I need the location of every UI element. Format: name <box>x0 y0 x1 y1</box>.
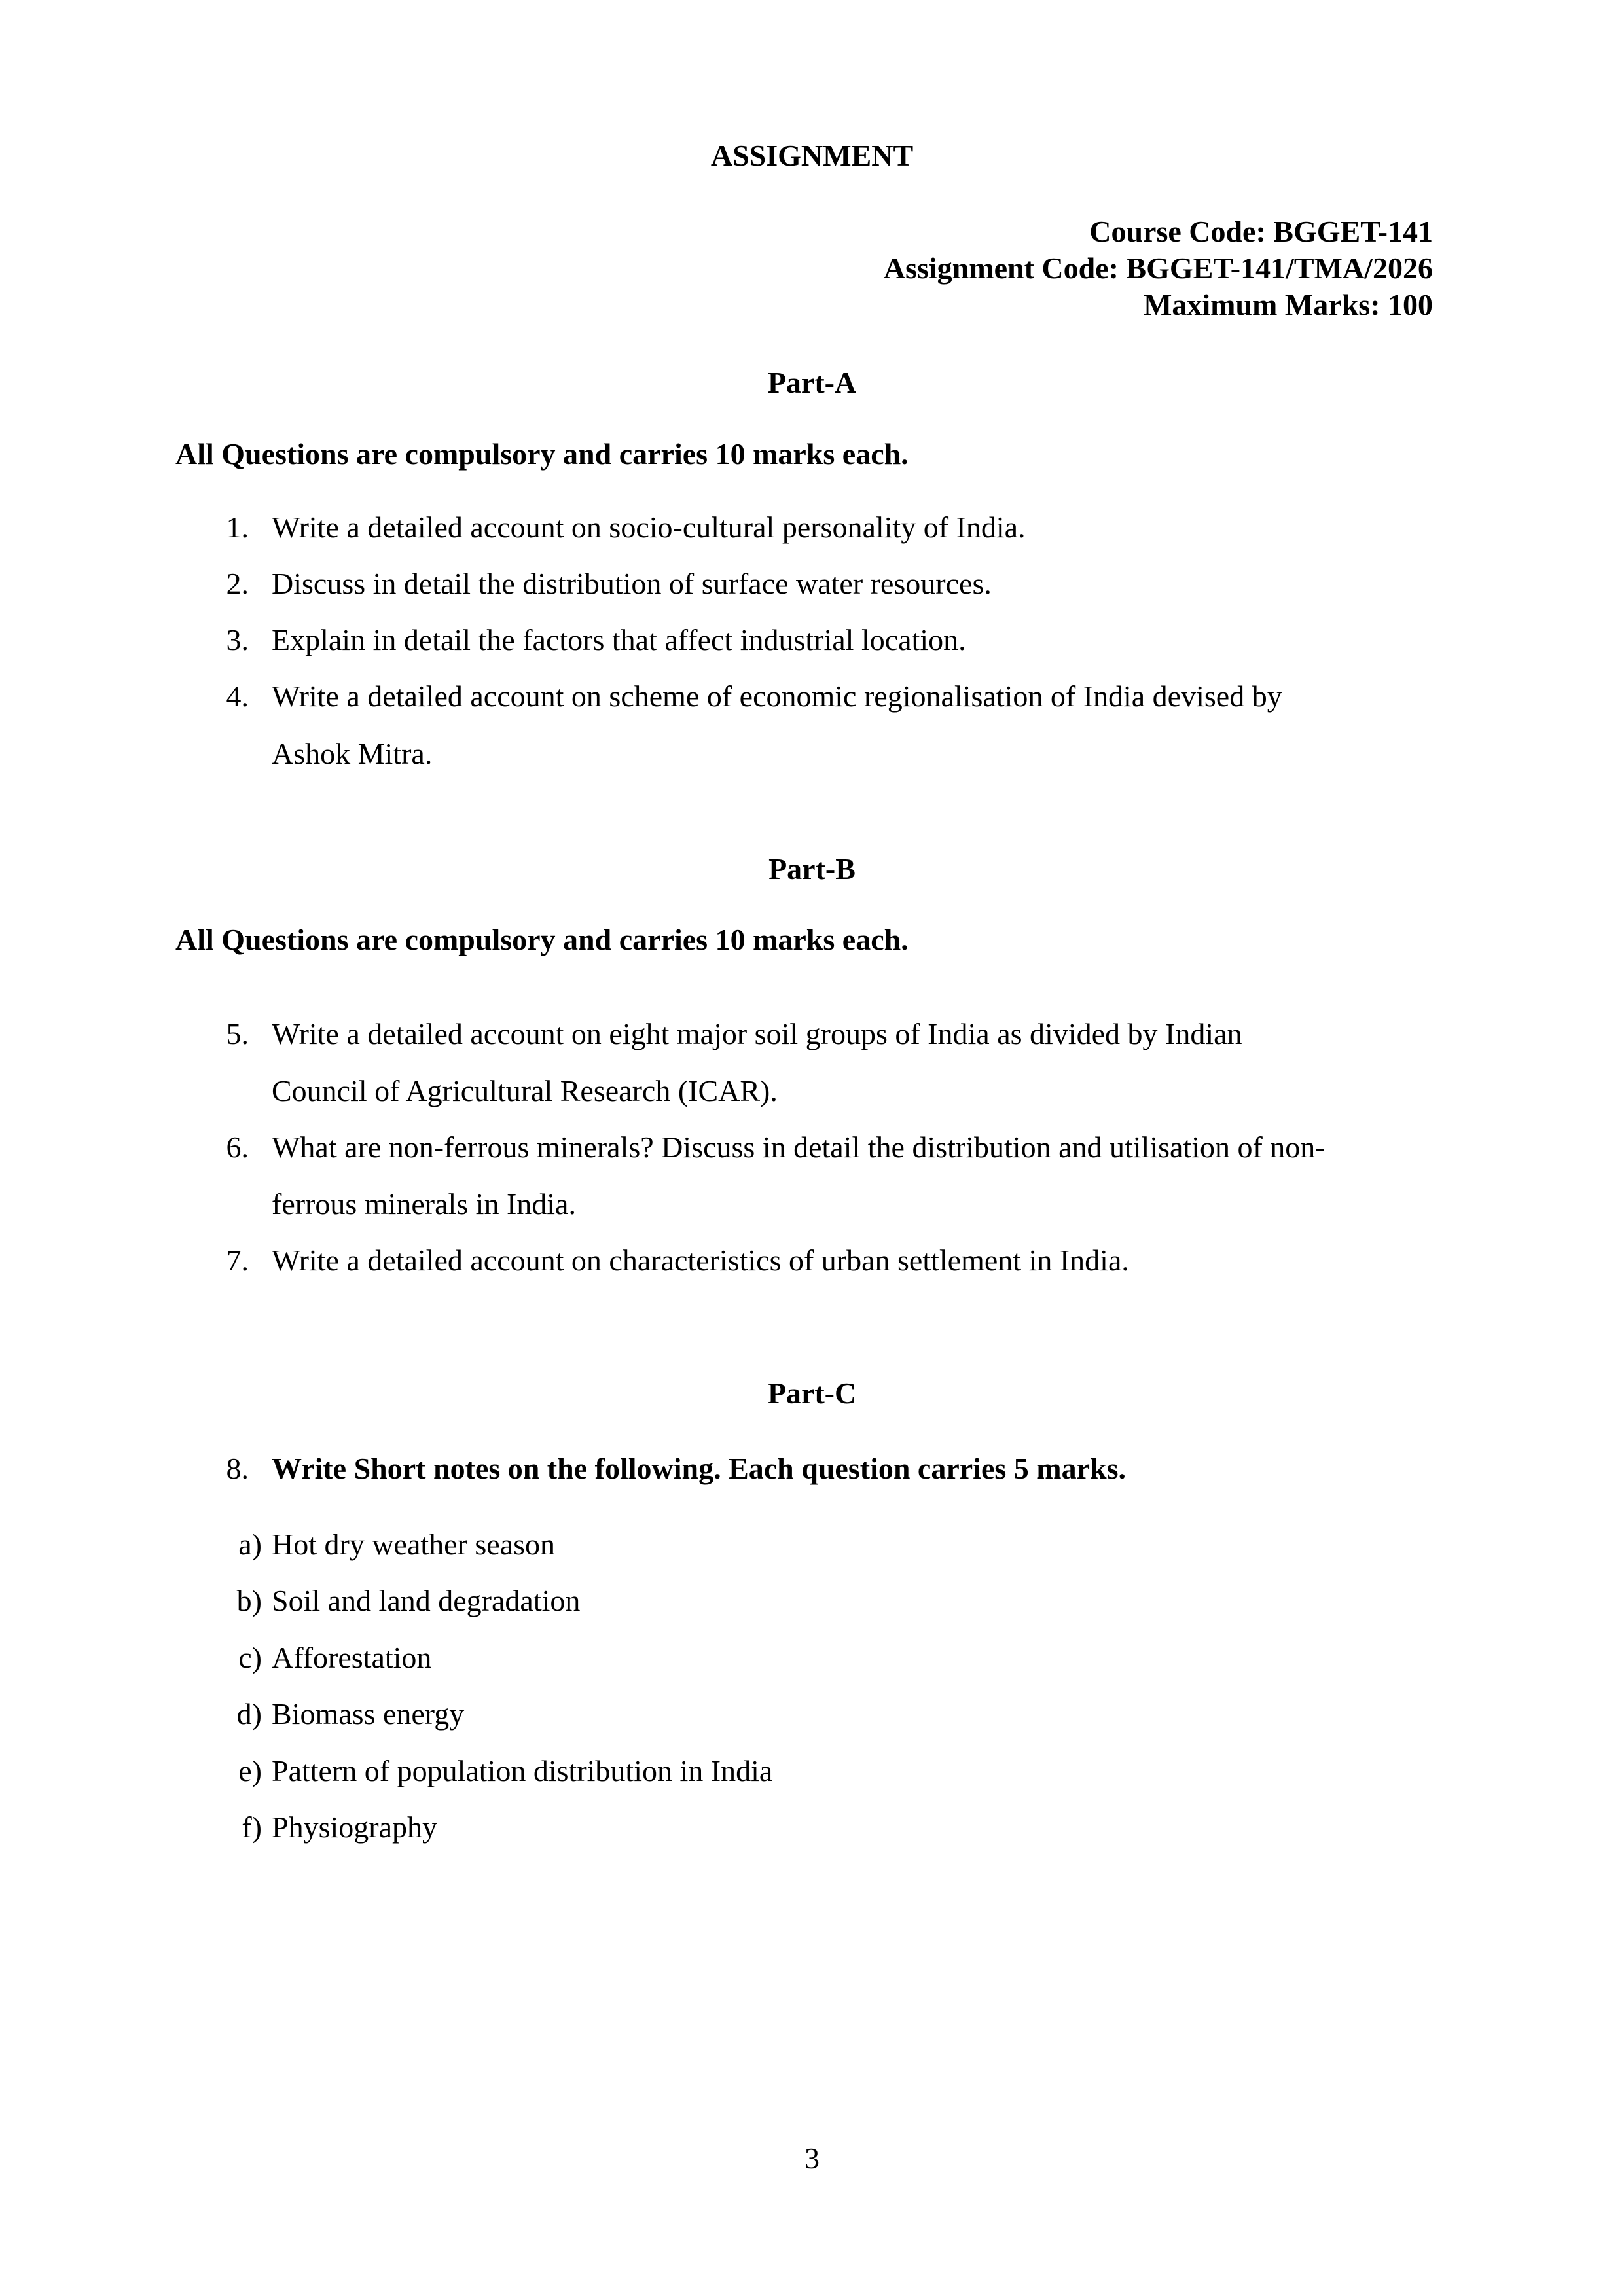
list-item-text: Pattern of population distribution in India <box>272 1754 773 1787</box>
question-number: 8. <box>226 1452 249 1485</box>
question-text: Write Short notes on the following. Each question carries 5 marks. <box>272 1452 1127 1485</box>
question-text: Write a detailed account on socio-cultural personality of India. <box>272 511 1026 544</box>
part-b-heading: Part-B <box>768 852 856 886</box>
question-text-continued: Ashok Mitra. <box>272 737 433 770</box>
assignment-code: Assignment Code: BGGET-141/TMA/2026 <box>883 251 1433 285</box>
question-text-continued: Council of Agricultural Research (ICAR). <box>272 1074 778 1107</box>
question-text: Discuss in detail the distribution of surface water resources. <box>272 567 992 600</box>
list-item-letter: b) <box>236 1584 262 1617</box>
question-number: 6. <box>226 1130 249 1164</box>
question-number: 3. <box>226 623 249 656</box>
list-item-letter: f) <box>242 1810 262 1844</box>
question-text: Explain in detail the factors that affect industrial location. <box>272 623 966 656</box>
part-a-heading: Part-A <box>767 366 857 399</box>
question-text: Write a detailed account on characteristics of urban settlement in India. <box>272 1244 1129 1277</box>
question-text-continued: ferrous minerals in India. <box>272 1187 576 1221</box>
list-item-letter: e) <box>238 1754 262 1787</box>
question-number: 5. <box>226 1017 249 1050</box>
question-number: 1. <box>226 511 249 544</box>
list-item-text: Soil and land degradation <box>272 1584 581 1617</box>
question-text: Write a detailed account on scheme of economic regionalisation of India devised by <box>272 679 1282 713</box>
part-a-instruction: All Questions are compulsory and carries 10 marks each. <box>175 437 909 471</box>
list-item-letter: a) <box>238 1528 262 1561</box>
question-number: 7. <box>226 1244 249 1277</box>
course-code: Course Code: BGGET-141 <box>1089 215 1433 248</box>
maximum-marks: Maximum Marks: 100 <box>1143 288 1433 321</box>
list-item-text: Hot dry weather season <box>272 1528 556 1561</box>
document-title: ASSIGNMENT <box>710 139 914 172</box>
list-item-letter: c) <box>238 1641 262 1674</box>
question-number: 2. <box>226 567 249 600</box>
question-number: 4. <box>226 679 249 713</box>
page-number: 3 <box>804 2142 820 2175</box>
part-b-instruction: All Questions are compulsory and carries 10 marks each. <box>175 923 909 956</box>
question-text: What are non-ferrous minerals? Discuss in detail the distribution and utilisation of non- <box>272 1130 1326 1164</box>
list-item-text: Physiography <box>272 1810 437 1844</box>
list-item-letter: d) <box>236 1697 262 1731</box>
list-item-text: Biomass energy <box>272 1697 465 1731</box>
list-item-text: Afforestation <box>272 1641 432 1674</box>
question-text: Write a detailed account on eight major soil groups of India as divided by Indian <box>272 1017 1242 1050</box>
part-c-heading: Part-C <box>767 1376 857 1410</box>
